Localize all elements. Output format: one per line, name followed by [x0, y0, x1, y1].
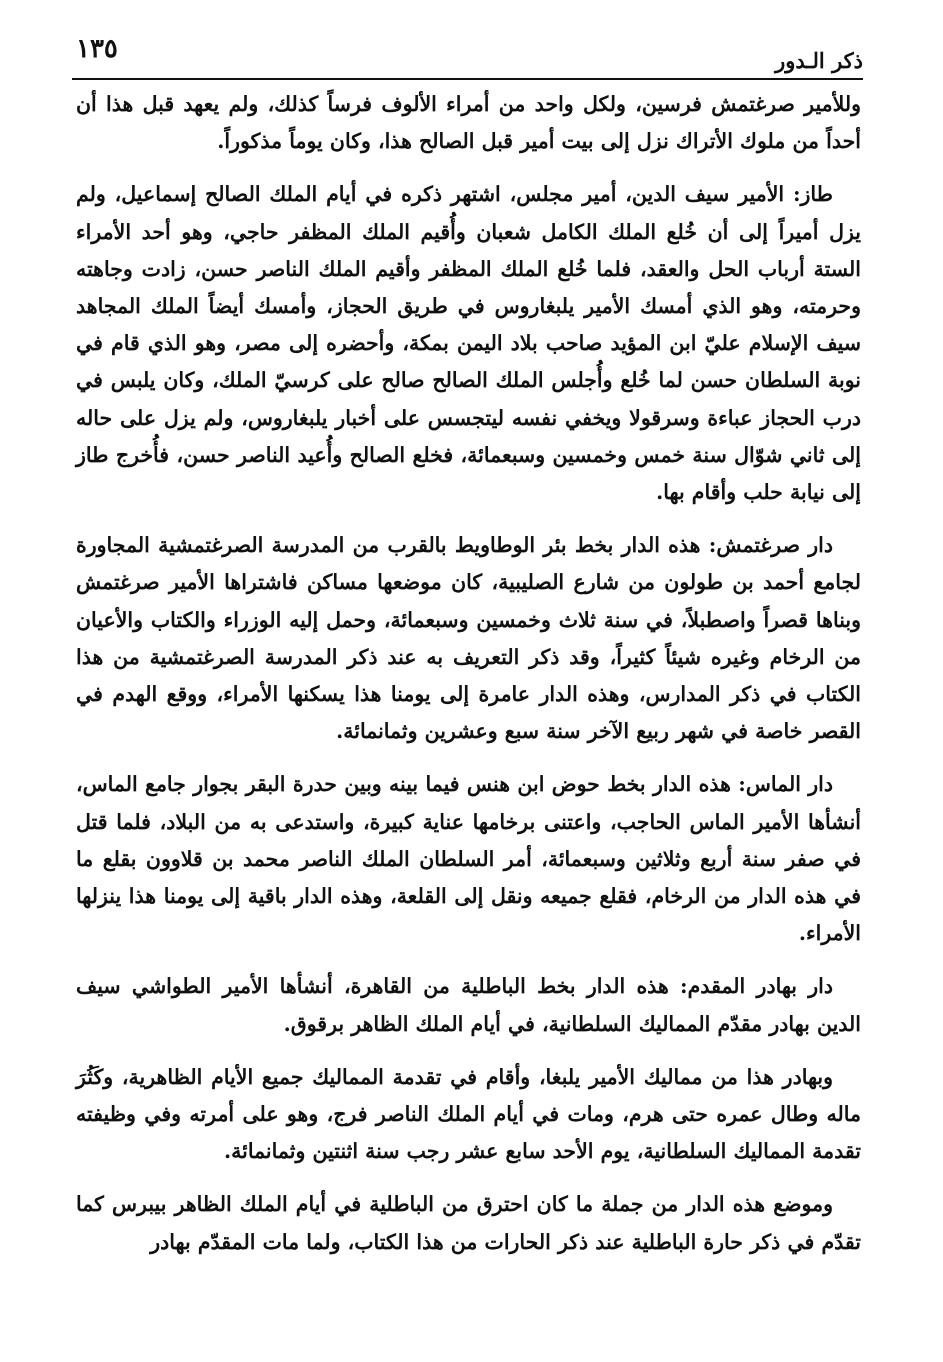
paragraph-saraghtamish-horses: وللأمير صرغتمش فرسين، ولكل واحد من أمراء الألوف فرساً كذلك، ولم يعهد قبل هذا أن أحداً من ملوك الأتراك نزل إلى بيت أمير قبل الصالح هذا، وكان يوماً مذكوراً.: [76, 92, 861, 154]
paragraph-bahadur-biography: وبهادر هذا من مماليك الأمير يلبغا، وأقام في تقدمة المماليك جميع الأيام الظاهرية، وكَثُرَ ماله وطال عمره حتى هرم، ومات في أيام الملك الناصر فرج، وهو على أمرته وفي وظيفته تقدمة المماليك السلطانية، يوم الأحد سابع عشر رجب سنة اثنتين وثمانمائة.: [76, 1064, 861, 1164]
paragraph-dar-bahadur-muqaddam: دار بهادر المقدم: هذه الدار بخط الباطلية من القاهرة، أنشأها الأمير الطواشي سيف الدين بهادر مقدّم المماليك السلطانية، في أيام الملك الظاهر برقوق.: [76, 974, 861, 1036]
running-header: [72, 30, 863, 74]
page-number: ١٣٥: [76, 34, 118, 64]
paragraph-taz: طاز: الأمير سيف الدين، أمير مجلس، اشتهر ذكره في أيام الملك الصالح إسماعيل، ولم يزل أميراً إلى أن خُلع الملك الكامل شعبان وأُقيم الملك المظفر حاجي، وهو أحد الأمراء الستة أرباب الحل والعقد، فلما خُلع الملك المظفر وأقيم الملك الناصر حسن، زادت وجاهته وحرمته، وهو الذي أمسك الأمير يلبغاروس في طريق الحجاز، وأمسك أيضاً الملك المجاهد سيف الإسلام عليّ ابن المؤيد صاحب بلاد اليمن بمكة، وأحضره إلى مصر، وهو الذي قام في نوبة السلطان حسن لما خُلع وأُجلس الملك الصالح صالح على كرسيّ الملك، وكان يلبس في درب الحجاز عباءة وسرقولا ويخفي نفسه ليتجسس على أخبار يلبغاروس، ولم يزل على حاله إلى ثاني شوّال سنة خمس وخمسين وسبعمائة، فخلع الصالح وأُعيد الناصر حسن، فأُخرج طاز إلى نيابة حلب وأقام بها.: [76, 182, 861, 505]
paragraph-dar-almas: دار الماس: هذه الدار بخط حوض ابن هنس فيما بينه وبين حدرة البقر بجوار جامع الماس، أنشأها الأمير الماس الحاجب، واعتنى برخامها عناية كبيرة، واستدعى به من البلاد، فلما قتل في صفر سنة أربع وثلاثين وسبعمائة، أمر السلطان الملك الناصر محمد بن قلاوون بقلع ما في هذه الدار من الرخام، فقلع جميعه ونقل إلى القلعة، وهذه الدار باقية إلى يومنا هذا ينزلها الأمراء.: [76, 772, 861, 946]
paragraph-dar-saraghtamish: دار صرغتمش: هذه الدار بخط بئر الوطاويط بالقرب من المدرسة الصرغتمشية المجاورة لجامع أحمد بن طولون من شارع الصليبية، كان موضعها مساكن فاشتراها الأمير صرغتمش وبناها قصراً واصطبلاً، في سنة ثلاث وخمسين وسبعمائة، وحمل إليه الوزراء والكتاب والأعيان من الرخام وغيره شيئاً كثيراً، وقد ذكر التعريف به عند ذكر المدرسة الصرغتمشية من هذا الكتاب في ذكر المدارس، وهذه الدار عامرة إلى يومنا هذا يسكنها الأمراء، ووقع الهدم في القصر خاصة في شهر ربيع الآخر سنة سبع وعشرين وثمانمائة.: [76, 533, 861, 744]
header-rule: [72, 78, 863, 80]
body-text: [76, 86, 861, 1277]
section-title: ذكر الـدور: [775, 48, 863, 73]
paragraph-bahadur-house-location: وموضع هذه الدار من جملة ما كان احترق من الباطلية في أيام الملك الظاهر بيبرس كما تقدّم في ذكر حارة الباطلية عند ذكر الحارات من هذا الكتاب، ولما مات المقدّم بهادر: [76, 1192, 861, 1254]
